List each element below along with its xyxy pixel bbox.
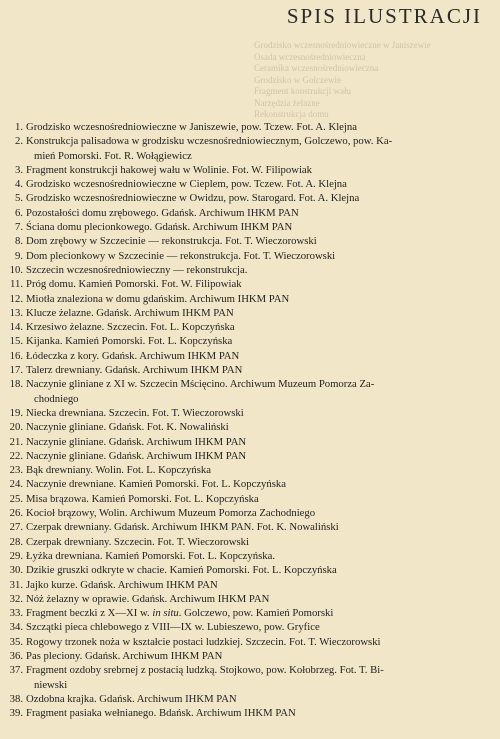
caption-text: Naczynie gliniane. Gdańsk. Fot. K. Nowaliński xyxy=(26,421,229,434)
item-number: 10. xyxy=(9,263,23,276)
item-number: 39. xyxy=(9,707,23,720)
item-number: 37. xyxy=(9,664,23,677)
list-item xyxy=(0,363,492,377)
bleed-line: Fragment konstrukcji wału xyxy=(254,86,351,96)
item-caption xyxy=(26,563,492,577)
caption-italic: in situ xyxy=(152,607,179,620)
list-item xyxy=(0,663,492,692)
item-caption xyxy=(26,449,492,463)
caption-text: Misa brązowa. Kamień Pomorski. Fot. L. Kopczyńska xyxy=(26,492,259,505)
item-caption xyxy=(26,420,492,434)
caption-continuation: niewski xyxy=(34,678,68,691)
item-number: 3. xyxy=(14,163,23,176)
caption-text: Szczecin wczesnośredniowieczny — rekonstrukcja. xyxy=(26,263,248,276)
caption-text: Miotła znaleziona w domu gdańskim. Archiwum IHKM PAN xyxy=(26,292,290,305)
list-item xyxy=(0,277,492,291)
bleed-line: Narzędzia żelazne xyxy=(254,97,320,108)
bleed-through-text xyxy=(254,40,484,121)
list-item xyxy=(0,506,492,520)
caption-text: Klucze żelazne. Gdańsk. Archiwum IHKM PAN xyxy=(26,306,234,319)
list-item xyxy=(0,692,492,706)
item-number: 11. xyxy=(10,278,23,291)
item-number: 38. xyxy=(9,692,23,705)
item-caption xyxy=(26,191,492,205)
item-caption xyxy=(26,320,492,334)
caption-text: Ozdobna krajka. Gdańsk. Archiwum IHKM PAN xyxy=(26,692,237,705)
caption-text: Szczątki pieca chlebowego z VIII—IX w. Lubieszewo, pow. Gryfice xyxy=(26,621,320,634)
item-number: 1. xyxy=(14,121,23,133)
item-caption xyxy=(26,206,492,220)
list-item xyxy=(0,592,492,606)
caption-text: Rogowy trzonek noża w kształcie postaci ludzkiej. Szczecin. Fot. T. Wieczorowski xyxy=(26,635,381,648)
list-item xyxy=(0,206,492,220)
caption-text: Kocioł brązowy, Wolin. Archiwum Muzeum Pomorza Zachodniego xyxy=(26,507,316,520)
caption-text: Ściana domu plecionkowego. Gdańsk. Archiwum IHKM PAN xyxy=(26,221,293,234)
item-number: 30. xyxy=(9,564,23,577)
list-item xyxy=(0,320,492,334)
list-item xyxy=(0,520,492,534)
bleed-line: Rekonstrukcja domu xyxy=(254,109,329,119)
page-title: SPIS ILUSTRACJI xyxy=(286,4,482,28)
caption-text: Naczynie gliniane. Gdańsk. Archiwum IHKM PAN xyxy=(26,435,247,448)
list-item xyxy=(0,120,492,134)
list-item xyxy=(0,406,492,420)
item-number: 9. xyxy=(14,249,23,262)
caption-text: Jajko kurze. Gdańsk. Archiwum IHKM PAN xyxy=(26,578,218,591)
caption-text: Fragment ozdoby srebrnej z postacią ludzką. Stojkowo, pow. Kołobrzeg. Fot. T. Bi- xyxy=(26,664,384,677)
bleed-line: Grodzisko w Golczewie xyxy=(254,74,341,85)
caption-text: Grodzisko wczesnośredniowieczne w Owidzu, pow. Starogard. Fot. A. Klejna xyxy=(26,192,360,205)
item-caption xyxy=(26,277,492,291)
list-item xyxy=(0,463,492,477)
caption-text: Czerpak drewniany. Gdańsk. Archiwum IHKM PAN. Fot. K. Nowaliński xyxy=(26,521,339,534)
item-number: 13. xyxy=(9,306,23,319)
item-number: 28. xyxy=(9,535,23,548)
item-caption xyxy=(26,492,492,506)
item-caption xyxy=(26,292,492,306)
item-caption xyxy=(26,463,492,477)
list-item xyxy=(0,706,492,720)
item-caption xyxy=(26,535,492,549)
caption-text: Fragment konstrukcji hakowej wału w Wolinie. Fot. W. Filipowiak xyxy=(26,163,312,176)
list-item xyxy=(0,649,492,663)
item-number: 5. xyxy=(14,192,23,205)
item-caption xyxy=(26,506,492,520)
list-item xyxy=(0,435,492,449)
bleed-line: Osada wczesnośredniowieczna xyxy=(254,51,366,62)
item-number: 32. xyxy=(9,592,23,605)
caption-text: Niecka drewniana. Szczecin. Fot. T. Wieczorowski xyxy=(26,406,244,419)
list-item xyxy=(0,492,492,506)
item-number: 22. xyxy=(9,449,23,462)
item-number: 31. xyxy=(9,578,23,591)
list-item xyxy=(0,449,492,463)
item-caption xyxy=(26,306,492,320)
item-caption xyxy=(26,263,492,277)
item-number: 20. xyxy=(9,421,23,434)
caption-text: Naczynie gliniane. Gdańsk. Archiwum IHKM PAN xyxy=(26,449,247,462)
item-number: 21. xyxy=(9,435,23,448)
caption-text: Dom plecionkowy w Szczecinie — rekonstrukcja. Fot. T. Wieczorowski xyxy=(26,249,336,262)
item-number: 7. xyxy=(14,221,23,234)
item-caption xyxy=(26,692,492,706)
item-caption xyxy=(26,578,492,592)
illustration-list xyxy=(0,120,492,720)
caption-text: Fragment pasiaka wełnianego. Bdańsk. Archiwum IHKM PAN xyxy=(26,707,296,720)
item-caption xyxy=(26,234,492,248)
list-item xyxy=(0,377,492,406)
caption-text: Łódeczka z kory. Gdańsk. Archiwum IHKM PAN xyxy=(26,349,240,362)
item-number: 25. xyxy=(9,492,23,505)
caption-text: Nóż żelazny w oprawie. Gdańsk. Archiwum IHKM PAN xyxy=(26,592,270,605)
item-caption xyxy=(26,592,492,606)
list-item xyxy=(0,263,492,277)
list-item xyxy=(0,306,492,320)
item-number: 24. xyxy=(9,478,23,491)
caption-text: Dzikie gruszki odkryte w chacie. Kamień Pomorski. Fot. L. Kopczyńska xyxy=(26,564,337,577)
item-number: 33. xyxy=(9,607,23,620)
list-item xyxy=(0,249,492,263)
caption-text: Pozostałości domu zrębowego. Gdańsk. Archiwum IHKM PAN xyxy=(26,206,299,219)
item-caption xyxy=(26,435,492,449)
list-item xyxy=(0,234,492,248)
item-number: 8. xyxy=(14,235,23,248)
item-caption xyxy=(26,620,492,634)
list-item xyxy=(0,635,492,649)
item-number: 19. xyxy=(9,406,23,419)
caption-text: Naczynie gliniane z XI w. Szczecin Mścięcino. Archiwum Muzeum Pomorza Za- xyxy=(26,378,375,391)
caption-text: Pas pleciony. Gdańsk. Archiwum IHKM PAN xyxy=(26,649,223,662)
caption-text: Talerz drewniany. Gdańsk. Archiwum IHKM PAN xyxy=(26,364,243,377)
list-item xyxy=(0,420,492,434)
caption-text: Krzesiwo żelazne. Szczecin. Fot. L. Kopczyńska xyxy=(26,321,235,334)
item-caption xyxy=(26,706,492,720)
list-item xyxy=(0,563,492,577)
item-caption xyxy=(26,334,492,348)
list-item xyxy=(0,620,492,634)
item-caption xyxy=(26,606,492,620)
bleed-line: Grodzisko wczesnośredniowieczne w Janiszewie xyxy=(254,40,431,50)
list-item xyxy=(0,549,492,563)
item-caption xyxy=(26,249,492,263)
item-number: 12. xyxy=(9,292,23,305)
item-caption xyxy=(26,134,492,163)
caption-text: Grodzisko wczesnośredniowieczne w Cieplem, pow. Tczew. Fot. A. Klejna xyxy=(26,178,347,191)
list-item xyxy=(0,191,492,205)
caption-text: Kijanka. Kamień Pomorski. Fot. L. Kopczyńska xyxy=(26,335,233,348)
caption-text: Fragment beczki z X—XI w. xyxy=(26,607,153,620)
item-caption xyxy=(26,663,492,692)
item-number: 18. xyxy=(9,378,23,391)
caption-text: Bąk drewniany. Wolin. Fot. L. Kopczyńska xyxy=(26,464,211,477)
list-item xyxy=(0,349,492,363)
list-item xyxy=(0,606,492,620)
list-item xyxy=(0,477,492,491)
item-caption xyxy=(26,406,492,420)
item-caption xyxy=(26,349,492,363)
item-caption xyxy=(26,520,492,534)
list-item xyxy=(0,220,492,234)
item-caption xyxy=(26,649,492,663)
caption-continuation: mień Pomorski. Fot. R. Wołągiewicz xyxy=(34,149,192,162)
item-number: 4. xyxy=(14,178,23,191)
caption-text: Dom zrębowy w Szczecinie — rekonstrukcja. Fot. T. Wieczorowski xyxy=(26,235,317,248)
item-caption xyxy=(26,120,492,134)
item-caption xyxy=(26,220,492,234)
item-caption xyxy=(26,377,492,406)
list-item xyxy=(0,292,492,306)
item-number: 29. xyxy=(9,549,23,562)
caption-text: Łyżka drewniana. Kamień Pomorski. Fot. L. Kopczyńska. xyxy=(26,549,276,562)
list-item xyxy=(0,134,492,163)
list-item xyxy=(0,535,492,549)
item-number: 15. xyxy=(9,335,23,348)
caption-text: Czerpak drewniany. Szczecin. Fot. T. Wieczorowski xyxy=(26,535,249,548)
caption-text-after: . Golczewo, pow. Kamień Pomorski xyxy=(178,607,334,620)
list-item xyxy=(0,177,492,191)
caption-text: Próg domu. Kamień Pomorski. Fot. W. Filipowiak xyxy=(26,278,242,291)
bleed-line: Ceramika wczesnośredniowieczna xyxy=(254,63,379,73)
item-number: 17. xyxy=(9,364,23,377)
item-number: 16. xyxy=(9,349,23,362)
caption-text: Naczynie drewniane. Kamień Pomorski. Fot. L. Kopczyńska xyxy=(26,478,286,491)
item-number: 27. xyxy=(9,521,23,534)
item-number: 6. xyxy=(14,206,23,219)
list-item xyxy=(0,334,492,348)
item-number: 34. xyxy=(9,621,23,634)
item-number: 35. xyxy=(9,635,23,648)
item-caption xyxy=(26,549,492,563)
list-item xyxy=(0,578,492,592)
caption-continuation: chodniego xyxy=(34,392,79,405)
item-number: 36. xyxy=(9,649,23,662)
caption-text: Konstrukcja palisadowa w grodzisku wczesnośredniowiecznym, Golczewo, pow. Ka- xyxy=(26,135,393,148)
item-caption xyxy=(26,477,492,491)
caption-text: Grodzisko wczesnośredniowieczne w Janiszewie, pow. Tczew. Fot. A. Klejna xyxy=(26,121,357,133)
item-number: 23. xyxy=(9,464,23,477)
item-number: 2. xyxy=(14,135,23,148)
item-caption xyxy=(26,177,492,191)
list-item xyxy=(0,163,492,177)
item-caption xyxy=(26,363,492,377)
item-caption xyxy=(26,635,492,649)
item-caption xyxy=(26,163,492,177)
item-number: 26. xyxy=(9,507,23,520)
item-number: 14. xyxy=(9,321,23,334)
